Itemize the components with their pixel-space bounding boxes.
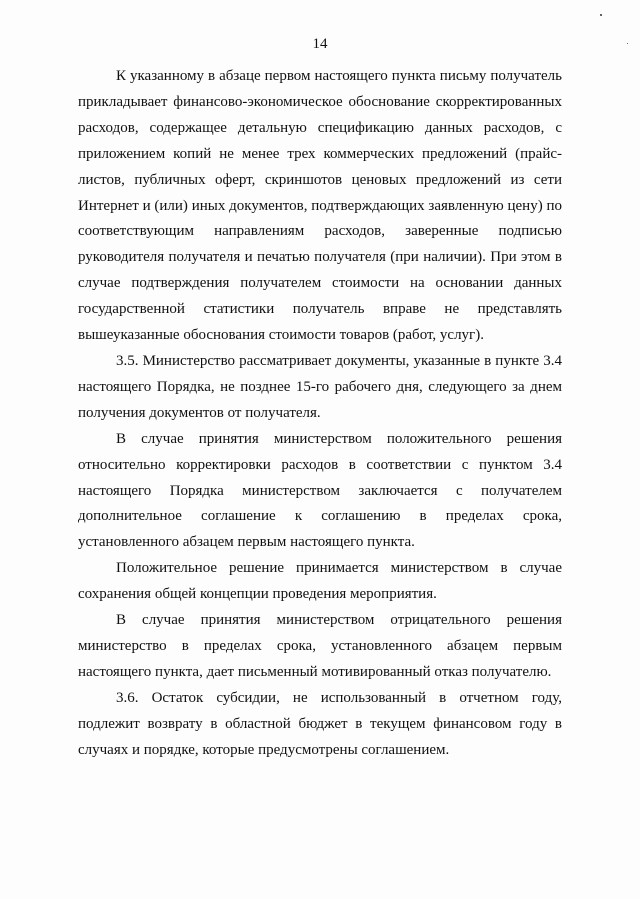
- document-body: [78, 64, 562, 763]
- paragraph-3-6: 3.6. Остаток субсидии, не использованный в отчетном году, подлежит возврату в областной бюджет в текущем финансовом году в случаях и порядке, которые предусмотрены соглашением.: [78, 689, 562, 758]
- paragraph-3-5: 3.5. Министерство рассматривает документы, указанные в пункте 3.4 настоящего Порядка, не позднее 15-го рабочего дня, следующего за днем получения документов от получателя.: [78, 352, 562, 421]
- paragraph-positive-condition: Положительное решение принимается министерством в случае сохранения общей концепции проведения мероприятия.: [78, 560, 562, 603]
- scan-speck: [600, 14, 602, 16]
- paragraph-positive-decision: В случае принятия министерством положительного решения относительно корректировки расходов в соответствии с пунктом 3.4 настоящего Порядка министерством заключается с получателем дополнительное соглашение к соглашению в пределах срока, установленного абзацем первым настоящего пункта.: [78, 430, 562, 551]
- paragraph-attachment-requirements: К указанному в абзаце первом настоящего пункта письму получатель прикладывает финансово-экономическое обоснование скорректированных расходов, содержащее детальную спецификацию данных расходов, с приложением копий не менее трех коммерческих предложений (прайс-листов, публичных оферт, скриншотов ценовых предложений из сети Интернет и (или) иных документов, подтверждающих заявленную цену) по соответствующим направлениям расходов, заверенные подписью руководителя получателя и печатью получателя (при наличии). При этом в случае подтверждения получателем стоимости на основании данных государственной статистики получатель вправе не представлять вышеуказанные обоснования стоимости товаров (работ, услуг).: [78, 68, 562, 344]
- paragraph-negative-decision: В случае принятия министерством отрицательного решения министерство в пределах срока, установленного абзацем первым настоящего пункта, дает письменный мотивированный отказ получателю.: [78, 612, 562, 680]
- page-number: 14: [312, 36, 328, 52]
